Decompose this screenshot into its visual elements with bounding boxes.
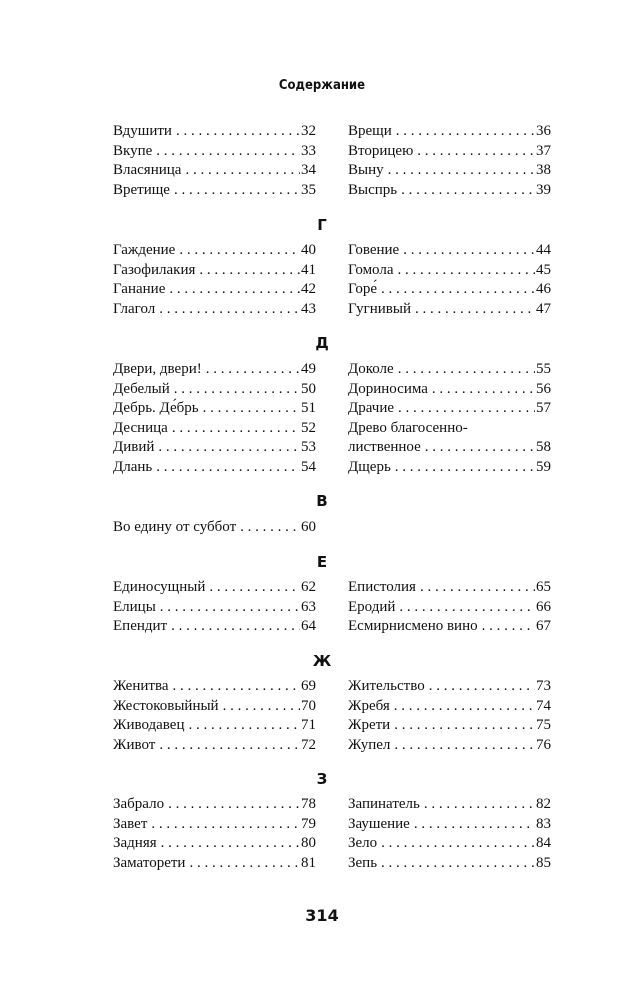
dot-leader [173,677,301,697]
toc-entry-page: 60 [301,519,316,535]
toc-entry-page: 79 [301,815,316,832]
toc-entry-term: Дебрь. Де́брь [113,400,199,417]
dot-leader [206,360,300,380]
dot-leader [394,736,535,756]
toc-entry-page: 47 [536,300,551,317]
toc-column-right [348,677,551,755]
dot-leader [417,142,535,162]
dot-leader [420,578,535,598]
dot-leader [174,181,300,201]
toc-entry-term: Дщерь [348,458,391,475]
dot-leader [188,716,300,736]
toc-entry-page: 59 [536,458,551,475]
dot-leader [432,380,535,400]
toc-entry-term: Жительство [348,678,425,694]
dot-leader [179,241,300,261]
toc-entry [348,617,551,637]
toc-entry-page: 81 [301,854,316,871]
toc-entry [113,677,316,697]
toc-entry-page: 41 [301,261,316,278]
toc-entry-term: Жребя [348,697,390,714]
toc-entry-page: 51 [301,400,316,417]
toc-entry [113,598,316,618]
toc-entry-term: Запинатель [348,796,420,812]
toc-entry [348,380,551,400]
toc-entry-term: Заматорети [113,854,186,871]
toc-entry-term: Задняя [113,835,157,852]
toc-entry-page: 35 [301,181,316,198]
toc-entry [348,834,551,854]
toc-entry [113,854,316,874]
section-letter: Ж [312,652,332,670]
toc-entry [348,795,551,815]
toc-entry [348,677,551,697]
toc-entry [113,697,316,717]
dot-leader [381,280,535,300]
toc-column-left [113,677,316,755]
toc-entry-page: 54 [301,458,316,475]
toc-entry-page: 40 [301,242,316,258]
toc-entry-page: 43 [301,300,316,317]
toc-column-left [113,241,316,319]
toc-entry [348,598,551,618]
toc-entry-page: 38 [536,162,551,179]
section-letter: В [316,492,328,510]
toc-entry [113,578,316,598]
toc-entry-page: 71 [301,717,316,734]
dot-leader [394,716,535,736]
dot-leader [398,261,535,281]
toc-entry-term: Жрети [348,717,391,734]
section-letter: Е [316,553,328,571]
toc-entry-term: Епендит [113,618,168,635]
toc-column-left [113,795,316,873]
dot-leader [388,161,535,181]
toc-entry-page: 33 [301,142,316,159]
toc-entry-page: 57 [536,400,551,417]
toc-entry [348,161,551,181]
toc-entry [348,697,551,717]
toc-entry-term: Зепь [348,854,378,871]
dot-leader [160,598,300,618]
toc-entry-term: Гаждение [113,242,176,258]
toc-entry-page: 74 [536,697,551,714]
toc-entry [113,617,316,637]
toc-entry [113,716,316,736]
toc-entry-term: Доколе [348,361,394,377]
toc-entry-term: Во едину от суббот [113,519,237,535]
toc-entry-page: 34 [301,162,316,179]
toc-entry-term: Вкупе [113,142,153,159]
toc-column-right [348,360,551,478]
dot-leader [398,399,535,419]
toc-entry [113,736,316,756]
dot-leader [399,598,535,618]
toc-entry [113,300,316,320]
toc-entry [113,241,316,261]
dot-leader [172,419,300,439]
dot-leader [425,438,535,458]
dot-leader [394,697,535,717]
toc-entry [348,815,551,835]
toc-column-left [113,518,316,538]
dot-leader [159,736,300,756]
toc-entry-page: 85 [536,854,551,871]
toc-entry-term: лиственное [348,439,421,456]
dot-leader [185,161,300,181]
toc-entry-page: 69 [301,678,316,694]
dot-leader [401,181,535,201]
dot-leader [403,241,535,261]
toc-entry-page: 56 [536,380,551,397]
toc-entry-page: 83 [536,815,551,832]
toc-entry-page: 76 [536,736,551,753]
section-letter: Г [317,216,327,234]
toc-entry [348,360,551,380]
toc-column-right [348,122,551,200]
toc-entry [348,142,551,162]
toc-entry-page: 84 [536,835,551,852]
dot-leader [381,834,535,854]
toc-column-right [348,241,551,319]
toc-entry [113,360,316,380]
toc-entry-term: Говение [348,242,400,258]
toc-entry-term: Врещи [348,123,392,139]
toc-entry-term: Древо благосенно- [348,419,468,436]
toc-entry [113,122,316,142]
toc-entry [113,161,316,181]
toc-entry-page: 45 [536,261,551,278]
toc-entry [113,795,316,815]
section-letter: Д [315,334,329,352]
toc-entry-term: Есмирнисмено вино [348,618,478,635]
dot-leader [223,697,300,717]
toc-entry-term: Выну [348,162,384,179]
toc-entry-page: 65 [536,579,551,595]
toc-entry-term: Горе́ [348,281,378,298]
toc-entry-page: 49 [301,361,316,377]
toc-entry-term: Ганание [113,281,166,298]
dot-leader [169,280,300,300]
toc-entry-page: 44 [536,242,551,258]
toc-entry-term: Драчие [348,400,395,417]
dot-leader [199,261,300,281]
toc-entry [113,280,316,300]
toc-entry-page: 46 [536,281,551,298]
toc-entry-term: Епистолия [348,579,416,595]
toc-entry-page: 39 [536,181,551,198]
dot-leader [203,399,300,419]
toc-entry-term: Единосущный [113,579,206,595]
dot-leader [415,300,535,320]
toc-entry-term: Гугнивый [348,300,411,317]
page-number: 314 [305,906,339,925]
toc-entry-term: Вретище [113,181,170,198]
toc-entry [348,716,551,736]
toc-entry [348,399,551,419]
toc-entry-page: 78 [301,796,316,812]
toc-entry [348,241,551,261]
toc-entry [348,261,551,281]
toc-entry-page: 80 [301,835,316,852]
toc-entry-term: Елицы [113,598,156,615]
toc-entry [113,834,316,854]
toc-entry-term: Гомола [348,261,394,278]
dot-leader [209,578,300,598]
toc-entry-page: 70 [301,697,316,714]
dot-leader [174,380,300,400]
dot-leader [396,122,535,142]
section-letter: З [316,770,328,788]
toc-entry-page: 75 [536,717,551,734]
toc-entry-term: Жестоковыйный [113,697,219,714]
toc-entry-page: 72 [301,736,316,753]
toc-entry-term: Завет [113,815,148,832]
toc-entry-term: Заушение [348,815,410,832]
toc-entry [348,438,551,458]
toc-entry-page: 37 [536,142,551,159]
toc-entry-term: Длань [113,458,153,475]
dot-leader [159,300,300,320]
toc-entry [348,854,551,874]
toc-entry-term: Двери, двери! [113,361,202,377]
toc-entry [113,458,316,478]
dot-leader [424,795,535,815]
toc-entry-term: Забрало [113,796,165,812]
dot-leader [156,142,300,162]
toc-entry-page: 82 [536,796,551,812]
toc-entry-page: 36 [536,123,551,139]
dot-leader [240,518,300,538]
toc-entry [113,181,316,201]
toc-column-left [113,578,316,637]
dot-leader [168,795,300,815]
toc-entry-term: Женитва [113,678,169,694]
toc-entry [348,419,551,439]
toc-entry [113,419,316,439]
dot-leader [156,458,300,478]
toc-entry-page: 55 [536,361,551,377]
toc-entry-term: Вторицею [348,142,414,159]
toc-entry-term: Жупел [348,736,391,753]
toc-entry-term: Десница [113,419,168,436]
toc-entry [348,300,551,320]
toc-column-right [348,578,551,637]
toc-entry-page: 58 [536,439,551,456]
dot-leader [176,122,300,142]
dot-leader [171,617,300,637]
toc-entry [113,438,316,458]
toc-entry-page: 50 [301,380,316,397]
toc-entry-term: Дебелый [113,380,170,397]
toc-entry-term: Дориносима [348,380,428,397]
dot-leader [414,815,535,835]
toc-entry-term: Еродий [348,598,396,615]
dot-leader [395,458,535,478]
toc-entry [348,122,551,142]
toc-entry-page: 42 [301,281,316,298]
toc-entry-page: 63 [301,598,316,615]
toc-entry-page: 32 [301,123,316,139]
toc-entry [348,578,551,598]
dot-leader [429,677,535,697]
toc-entry-term: Вдушити [113,123,172,139]
toc-entry-term: Зело [348,835,378,852]
dot-leader [161,834,300,854]
toc-entry-page: 66 [536,598,551,615]
toc-entry-page: 73 [536,678,551,694]
toc-entry [113,261,316,281]
toc-entry [113,399,316,419]
toc-entry [113,518,316,538]
toc-entry-term: Выспрь [348,181,398,198]
toc-entry-page: 52 [301,419,316,436]
toc-entry-term: Живодавец [113,717,185,734]
page-title: Содержание [278,78,366,93]
toc-entry [113,380,316,400]
toc-entry-term: Живот [113,736,156,753]
toc-column-left [113,122,316,200]
toc-entry [348,181,551,201]
dot-leader [189,854,300,874]
toc-entry [348,458,551,478]
toc-entry [348,736,551,756]
toc-entry-page: 53 [301,439,316,456]
toc-entry [113,142,316,162]
toc-entry-term: Власяница [113,162,182,179]
toc-entry-page: 67 [536,618,551,635]
toc-column-right [348,795,551,873]
dot-leader [151,815,300,835]
toc-entry-page: 62 [301,579,316,595]
dot-leader [381,854,535,874]
dot-leader [482,617,535,637]
dot-leader [158,438,300,458]
toc-entry [113,815,316,835]
dot-leader [398,360,535,380]
toc-entry-term: Газофилакия [113,261,196,278]
toc-entry-term: Дивий [113,439,155,456]
toc-column-left [113,360,316,478]
toc-entry-page: 64 [301,618,316,635]
toc-entry [348,280,551,300]
toc-entry-term: Глагол [113,300,156,317]
